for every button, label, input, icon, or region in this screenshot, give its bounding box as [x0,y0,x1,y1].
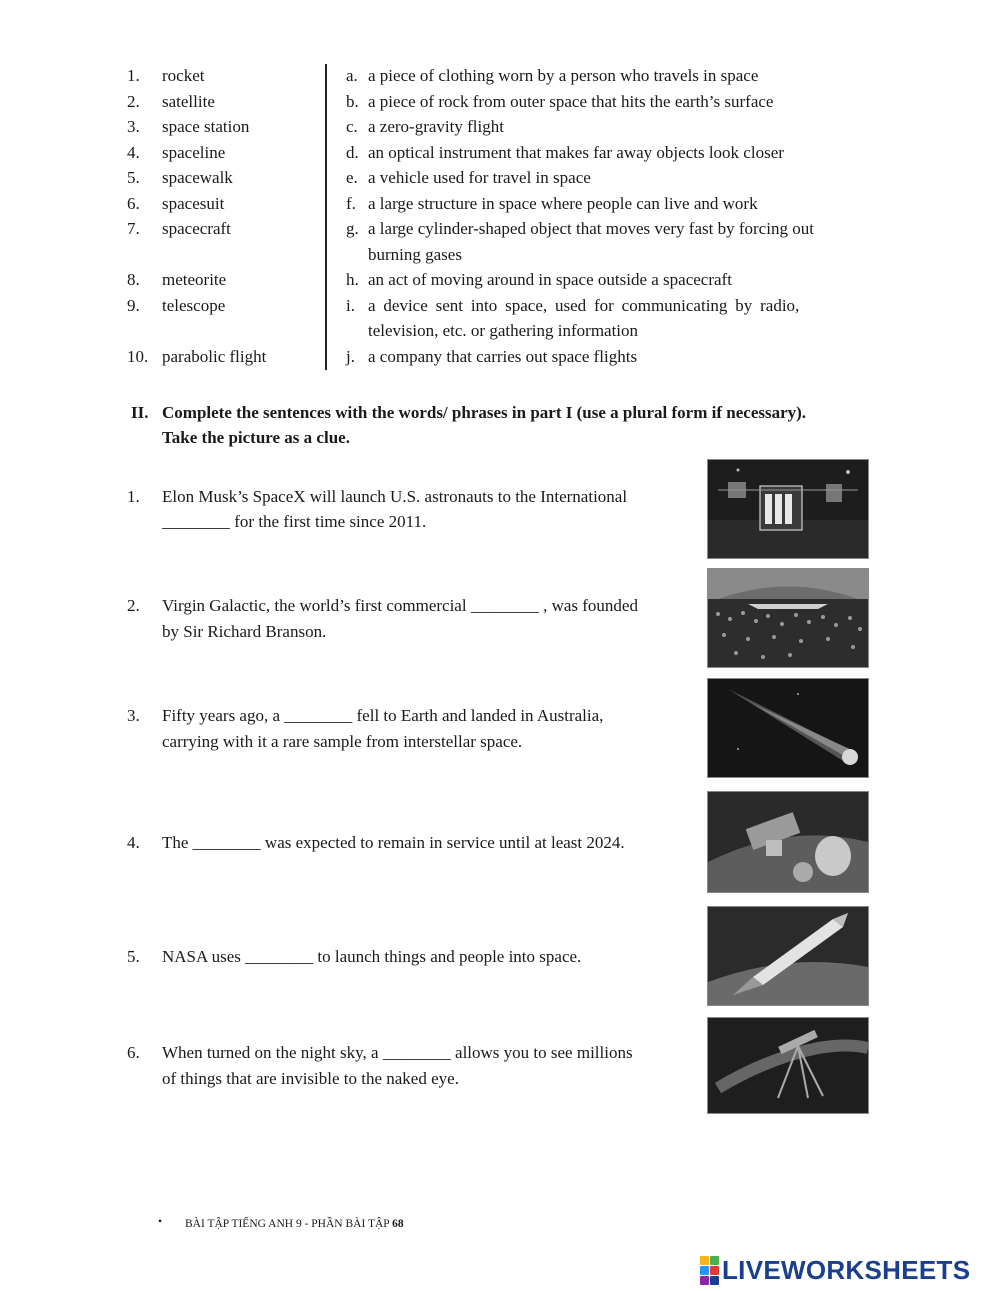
def-text-g: a large cylinder-shaped object that moves very fast by forcing out [368,219,814,238]
item-5-line1: NASA uses ________ to launch things and people into space. [162,947,582,966]
part2-heading-line1: Complete the sentences with the words/ phrases in part I (use a plural form if necessary). [162,403,807,422]
word-2: satellite [162,92,215,111]
footer-bullet: • [158,1216,163,1228]
logo-square-1 [700,1256,709,1265]
word-1: rocket [162,66,205,85]
item-num-1: 1. [127,487,140,506]
footer-text [185,1218,404,1230]
word-6: spacesuit [162,194,225,213]
word-10: parabolic flight [162,347,267,366]
def-letter-g: g. [346,219,359,238]
word-3: space station [162,117,250,136]
liveworksheets-logo [700,1253,970,1287]
def-letter-i: i. [346,296,355,315]
def-text-i: a device sent into space, used for communicating by radio, [368,296,800,315]
word-num-10: 10. [127,347,149,366]
word-num-2: 2. [127,92,140,111]
item-6-line2: of things that are invisible to the naked eye. [162,1069,459,1088]
crowd-hangar-photo [707,568,869,668]
logo-square-2 [710,1256,719,1265]
word-8: meteorite [162,270,227,289]
part2-heading-line2: Take the picture as a clue. [162,428,350,447]
word-num-6: 6. [127,194,140,213]
rocket-photo [707,906,869,1006]
logo-square-6 [710,1276,719,1285]
item-2-line2: by Sir Richard Branson. [162,622,327,641]
word-num-3: 3. [127,117,140,136]
word-num-5: 5. [127,168,140,187]
item-num-3: 3. [127,706,140,725]
def-letter-b: b. [346,92,359,111]
def-letter-h: h. [346,270,359,289]
def-text-g-cont: burning gases [368,245,462,264]
space-station-photo [707,459,869,559]
def-text-h: an act of moving around in space outside a spacecraft [368,270,732,289]
footer-page-number: 68 [392,1218,404,1230]
satellite-photo [707,791,869,893]
item-3-line2: carrying with it a rare sample from interstellar space. [162,732,523,751]
def-text-d: an optical instrument that makes far away objects look closer [368,143,784,162]
def-text-j: a company that carries out space flights [368,347,638,366]
logo-square-4 [710,1266,719,1275]
def-text-b: a piece of rock from outer space that hits the earth’s surface [368,92,774,111]
word-num-7: 7. [127,219,140,238]
def-text-c: a zero-gravity flight [368,117,504,136]
def-letter-e: e. [346,168,358,187]
meteorite-photo [707,678,869,778]
def-text-f: a large structure in space where people can live and work [368,194,758,213]
telescope-photo [707,1017,869,1114]
def-text-i-cont: television, etc. or gathering information [368,321,639,340]
item-2-line1: Virgin Galactic, the world’s first commercial ________ , was founded [162,596,638,615]
word-5: spacewalk [162,168,233,187]
word-num-9: 9. [127,296,140,315]
footer-label: BÀI TẬP TIẾNG ANH 9 - PHẦN BÀI TẬP [185,1218,390,1230]
def-letter-a: a. [346,66,358,85]
def-text-e: a vehicle used for travel in space [368,168,591,187]
column-divider [325,64,327,370]
logo-square-5 [700,1276,709,1285]
item-num-6: 6. [127,1043,140,1062]
word-num-8: 8. [127,270,140,289]
def-text-a: a piece of clothing worn by a person who travels in space [368,66,759,85]
word-4: spaceline [162,143,226,162]
logo-square-3 [700,1266,709,1275]
word-9: telescope [162,296,226,315]
logo-mark-icon [700,1256,719,1285]
def-letter-j: j. [346,347,355,366]
logo-text: LIVEWORKSHEETS [722,1254,971,1285]
item-6-line1: When turned on the night sky, a ________ allows you to see millions [162,1043,633,1062]
part2-heading-num: II. [131,403,149,422]
item-num-5: 5. [127,947,140,966]
def-letter-f: f. [346,194,356,213]
item-num-2: 2. [127,596,140,615]
item-4-line1: The ________ was expected to remain in service until at least 2024. [162,833,625,852]
word-num-4: 4. [127,143,140,162]
item-1-line1: Elon Musk’s SpaceX will launch U.S. astronauts to the International [162,487,628,506]
item-num-4: 4. [127,833,140,852]
def-letter-c: c. [346,117,358,136]
def-letter-d: d. [346,143,359,162]
word-7: spacecraft [162,219,231,238]
item-1-line2: ________ for the first time since 2011. [162,512,427,531]
item-3-line1: Fifty years ago, a ________ fell to Earth and landed in Australia, [162,706,604,725]
word-num-1: 1. [127,66,140,85]
